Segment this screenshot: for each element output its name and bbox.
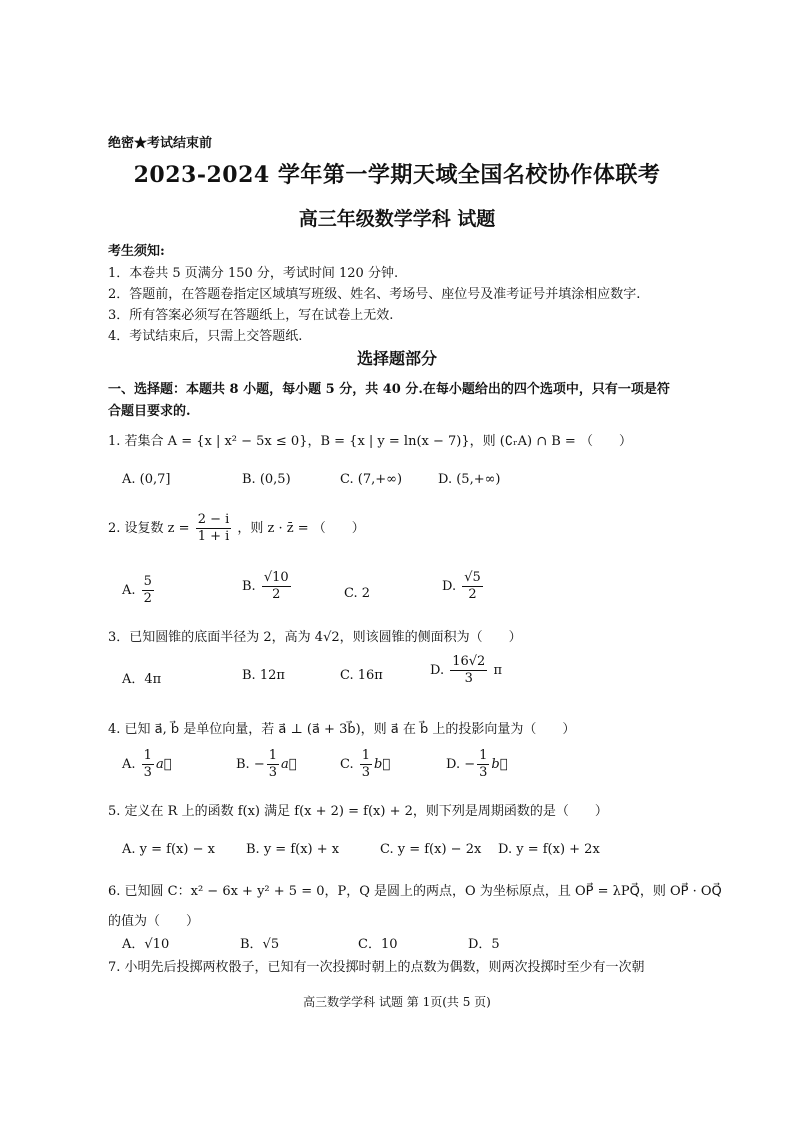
option-fraction bbox=[262, 570, 291, 603]
option-fraction-denominator: 3 bbox=[479, 765, 488, 780]
question-2-stem-post: ，则 z · z̄ = （ ） bbox=[237, 521, 365, 536]
question-2-option-c bbox=[344, 586, 370, 601]
question-6-option-c: C．10 bbox=[358, 937, 398, 952]
question-6-option-d: D．5 bbox=[468, 937, 500, 952]
option-fraction bbox=[360, 748, 372, 781]
question-3-option-c: C. 16π bbox=[340, 668, 383, 683]
question-6-stem-line1: 6. 已知圆 C：x² − 6x + y² + 5 = 0，P，Q 是圆上的两点，O 为坐标原点，且 OP⃗ = λPQ⃗，则 OP⃗ · OQ⃗ bbox=[108, 884, 722, 899]
question-5-option-c: C. y = f(x) − 2x bbox=[380, 842, 482, 857]
question-4-stem: 4. 已知 a⃗, b⃗ 是单位向量，若 a⃗ ⊥ (a⃗ + 3b⃗)，则 a⃗ 在 b⃗ 上的投影向量为（ ） bbox=[108, 722, 576, 737]
question-5-option-b: B. y = f(x) + x bbox=[246, 842, 340, 857]
option-label: D. bbox=[430, 663, 445, 678]
option-fraction-numerator: √5 bbox=[464, 570, 481, 585]
secret-label: 绝密★考试结束前 bbox=[108, 136, 213, 151]
option-fraction-denominator: 2 bbox=[272, 587, 281, 602]
option-tail: π bbox=[493, 663, 503, 678]
option-label: C. bbox=[340, 757, 354, 772]
option-fraction-numerator: 5 bbox=[143, 574, 152, 589]
option-label: D. bbox=[442, 579, 457, 594]
option-fraction-denominator: 2 bbox=[468, 587, 477, 602]
question-3-option-d bbox=[430, 654, 502, 687]
section-title: 选择题部分 bbox=[356, 349, 437, 368]
question-2-stem bbox=[108, 512, 365, 545]
option-fraction-denominator: 3 bbox=[361, 765, 371, 780]
option-fraction-numerator: 1 bbox=[479, 748, 488, 763]
option-sign: − bbox=[464, 757, 476, 772]
option-fraction-numerator: 16√2 bbox=[452, 654, 486, 669]
option-label: C. 2 bbox=[344, 586, 371, 601]
question-2-fraction bbox=[196, 512, 232, 545]
question-6-stem-line2: 的值为（ ） bbox=[108, 914, 200, 929]
question-1-option-d: D. (5,+∞) bbox=[438, 472, 501, 487]
option-fraction-numerator: 1 bbox=[143, 748, 152, 763]
option-label: B. bbox=[236, 757, 250, 772]
option-fraction bbox=[142, 748, 154, 781]
option-fraction bbox=[477, 748, 489, 781]
question-2-option-d bbox=[442, 570, 485, 603]
option-vector: b⃗ bbox=[491, 757, 508, 772]
question-2-fraction-denominator: 1 + i bbox=[197, 529, 230, 544]
option-label: A. bbox=[122, 757, 136, 772]
notice-heading: 考生须知: bbox=[108, 244, 165, 259]
option-fraction-denominator: 3 bbox=[143, 765, 152, 780]
option-fraction bbox=[462, 570, 483, 603]
question-2-option-a bbox=[122, 574, 156, 607]
question-2-stem-pre: 2. 设复数 z = bbox=[108, 521, 190, 536]
question-4-option-b bbox=[236, 748, 297, 781]
option-label: A. bbox=[122, 583, 136, 598]
notice-item: 2．答题前，在答题卷指定区域填写班级、姓名、考场号、座位号及准考证号并填涂相应数字. bbox=[108, 287, 641, 302]
question-1-stem: 1. 若集合 A = {x | x² − 5x ≤ 0}，B = {x | y = ln(x − 7)}，则 (∁ᵣA) ∩ B = （ ） bbox=[108, 434, 632, 449]
option-fraction bbox=[450, 654, 487, 687]
exam-subtitle: 高三年级数学学科 试题 bbox=[298, 208, 496, 230]
question-2-fraction-numerator: 2 − i bbox=[197, 512, 230, 527]
question-5-stem: 5. 定义在 R 上的函数 f(x) 满足 f(x + 2) = f(x) + 2，则下列是周期函数的是（ ） bbox=[108, 804, 608, 819]
option-fraction-numerator: √10 bbox=[263, 570, 289, 585]
part-instructions-line2: 合题目要求的. bbox=[108, 404, 191, 419]
question-3-option-b: B. 12π bbox=[242, 668, 285, 683]
option-fraction bbox=[142, 574, 154, 607]
notice-item: 4．考试结束后，只需上交答题纸. bbox=[108, 329, 303, 344]
option-label: B. bbox=[242, 579, 256, 594]
option-vector: b⃗ bbox=[374, 757, 391, 772]
option-vector: a⃗ bbox=[155, 757, 172, 772]
exam-title: 2023-2024 学年第一学期天域全国名校协作体联考 bbox=[133, 162, 661, 188]
question-6-option-b: B．√5 bbox=[240, 937, 280, 952]
notice-item: 1．本卷共 5 页满分 150 分，考试时间 120 分钟. bbox=[108, 266, 399, 281]
option-fraction bbox=[267, 748, 279, 781]
question-5-option-d: D. y = f(x) + 2x bbox=[498, 842, 600, 857]
question-4-option-a bbox=[122, 748, 172, 781]
part-instructions-line1: 一、选择题：本题共 8 小题，每小题 5 分，共 40 分.在每小题给出的四个选项中，只有一项是符 bbox=[108, 382, 670, 397]
option-fraction-denominator: 3 bbox=[464, 671, 473, 686]
option-vector: a⃗ bbox=[281, 757, 297, 772]
question-1-option-c: C. (7,+∞) bbox=[340, 472, 403, 487]
question-2-option-b bbox=[242, 570, 293, 603]
option-fraction-numerator: 1 bbox=[268, 748, 278, 763]
option-label: D. bbox=[446, 757, 461, 772]
question-3-stem: 3．已知圆锥的底面半径为 2，高为 4√2，则该圆锥的侧面积为（ ） bbox=[108, 630, 522, 645]
option-fraction-denominator: 3 bbox=[268, 765, 278, 780]
question-1-option-a: A. (0,7] bbox=[122, 472, 171, 487]
option-sign: − bbox=[253, 757, 265, 772]
question-6-option-a: A．√10 bbox=[122, 937, 170, 952]
notice-item: 3．所有答案必须写在答题纸上，写在试卷上无效. bbox=[108, 308, 394, 323]
question-3-option-a: A．4π bbox=[122, 672, 162, 687]
option-fraction-numerator: 1 bbox=[361, 748, 371, 763]
page-footer: 高三数学学科 试题 第 1页(共 5 页) bbox=[303, 995, 491, 1009]
question-4-option-c bbox=[340, 748, 390, 781]
question-4-option-d bbox=[446, 748, 508, 781]
question-1-option-b: B. (0,5) bbox=[242, 472, 291, 487]
question-5-option-a: A. y = f(x) − x bbox=[122, 842, 215, 857]
question-7-stem: 7. 小明先后投掷两枚骰子，已知有一次投掷时朝上的点数为偶数，则两次投掷时至少有一次朝 bbox=[108, 960, 645, 975]
option-fraction-denominator: 2 bbox=[143, 591, 152, 606]
